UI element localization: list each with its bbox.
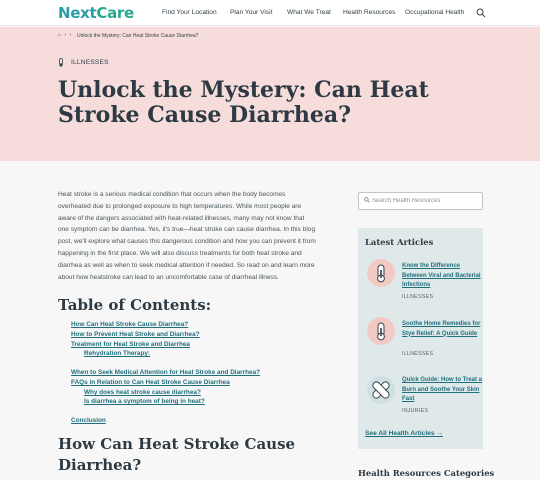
nav-what-we-treat[interactable]: What We Treat (287, 9, 331, 16)
toc-link-treatment[interactable]: Treatment for Heat Stroke and Diarrhea (71, 341, 190, 348)
nav-find-your-location[interactable]: Find Your Location (162, 9, 217, 16)
article-hero (0, 27, 540, 161)
arrow-right-icon: → (436, 430, 443, 437)
nav-occupational-health[interactable]: Occupational Health (405, 9, 465, 16)
health-search-input[interactable] (372, 195, 480, 207)
health-resources-categories-title: Health Resources Categories (358, 468, 495, 478)
article-intro: Heat stroke is a serious medical condition that occurs when the body becomes overheated due to prolonged exposure to high temperatures. While most people are aware of the dangers associated with heat-related illnesses, many may not know that one symptom can be diarrhea. Yes, it's true—heat stroke can cause diarrhea. In this blog post, we'll explore what causes this dangerous condition and how you can prevent it from happening in the first place. We will also discuss treatments for both heat stroke and diarrhea as well as when to seek medical attention if needed. So read on and learn more about how heatstroke can lead to an uncomfortable case of diarrheal illness. (58, 191, 316, 281)
latest-article-category[interactable]: ILLNESSES (402, 294, 434, 300)
latest-article-link[interactable]: Quick Guide: How to Treat a Burn and Soothe Your Skin Fast (402, 377, 483, 403)
toc-link-rehydration[interactable]: Rehydration Therapy: (84, 350, 151, 357)
toc-link-conclusion[interactable]: Conclusion (71, 417, 106, 424)
toc-link-why-does[interactable]: Why does heat stroke cause diarrhea? (84, 389, 201, 396)
toc-link-how-can-heat-stroke[interactable]: How Can Heat Stroke Cause Diarrhea? (71, 321, 189, 328)
breadcrumb-current: Unlock the Mystery: Can Heat Stroke Cause Diarrhea? (77, 33, 199, 39)
nav-health-resources[interactable]: Health Resources (343, 9, 396, 16)
toc-link-how-to-prevent[interactable]: How to Prevent Heat Stroke and Diarrhea? (71, 331, 200, 338)
latest-article-link[interactable]: Know the Difference Between Viral and Bacterial Infections (402, 263, 481, 289)
category-label[interactable]: ILLNESSES (71, 59, 109, 66)
latest-article-category[interactable]: ILLNESSES (402, 351, 434, 357)
latest-articles-panel (358, 228, 483, 449)
thermometer-icon[interactable] (367, 259, 395, 287)
search-icon[interactable] (476, 8, 486, 18)
thermometer-icon (58, 58, 64, 67)
nextcare-logo[interactable]: NextCare (58, 4, 134, 22)
search-icon (364, 197, 370, 203)
page-title: Unlock the Mystery: Can Heat Stroke Cause Diarrhea? (58, 77, 429, 128)
nav-plan-your-visit[interactable]: Plan Your Visit (230, 9, 273, 16)
bandage-icon[interactable] (367, 376, 395, 404)
toc-title: Table of Contents: (58, 296, 212, 314)
latest-articles-title: Latest Articles (365, 237, 434, 247)
toc-link-is-diarrhea[interactable]: Is diarrhea a symptom of being in heat? (84, 398, 205, 405)
toc-link-when-to-seek[interactable]: When to Seek Medical Attention for Heat Stroke and Diarrhea? (71, 369, 261, 376)
latest-article-category[interactable]: INJURIES (402, 408, 429, 414)
toc-link-faqs[interactable]: FAQs in Relation to Can Heat Stroke Cause Diarrhea (71, 379, 230, 386)
see-all-articles-link[interactable]: See All Health Articles → (365, 430, 443, 437)
section-heading: How Can Heat Stroke Cause Diarrhea? (58, 435, 296, 474)
thermometer-icon[interactable] (367, 317, 395, 345)
breadcrumb-icons[interactable]: ⌂ › › (58, 32, 73, 38)
latest-article-link[interactable]: Soothe Home Remedies for Stye Relief: A Quick Guide (402, 321, 481, 337)
health-search-box[interactable] (358, 192, 483, 210)
site-header (0, 0, 540, 26)
